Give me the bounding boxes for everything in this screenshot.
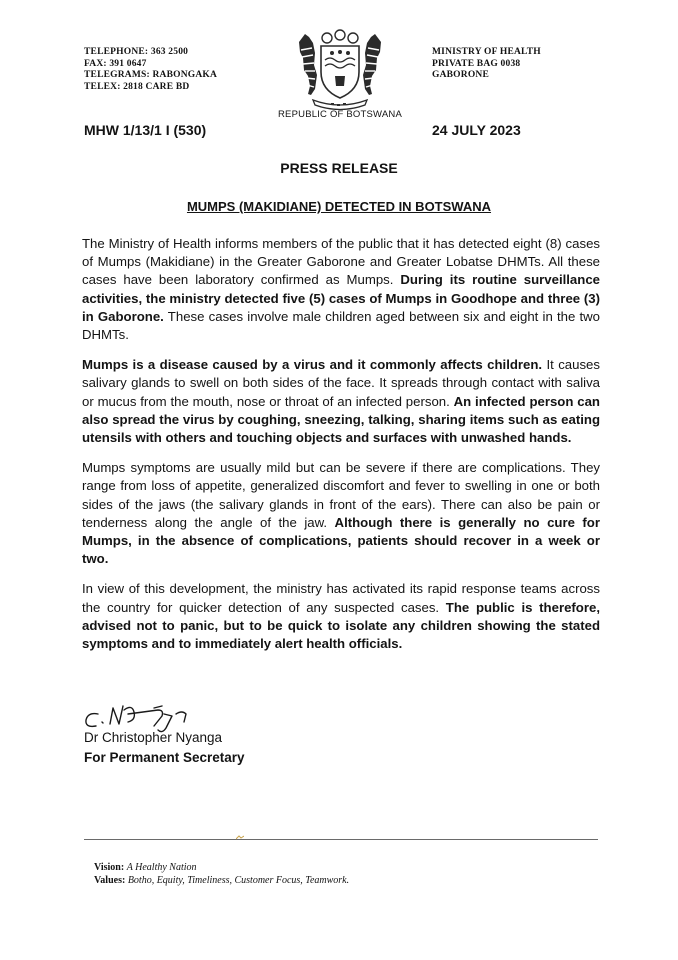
bold-text-segment: During its routine surveillance activities, the ministry detected five (5) cases of Mumps in Goodhope and three (3) in Gaborone. bbox=[82, 272, 600, 324]
address-line: MINISTRY OF HEALTH bbox=[432, 47, 541, 57]
text-segment: It causes salivary glands to swell on both sides of the face. It spreads through contact with saliva or mucus from the mouth, nose or throat of an infected person. bbox=[82, 357, 600, 409]
paragraph bbox=[82, 580, 600, 653]
release-date: 24 JULY 2023 bbox=[432, 122, 521, 138]
document-title: PRESS RELEASE bbox=[280, 160, 398, 176]
paragraph bbox=[82, 356, 600, 447]
contact-line: TELEX: 2818 CARE BD bbox=[84, 81, 190, 92]
bold-text-segment: Mumps is a disease caused by a virus and it commonly affects children. bbox=[82, 357, 543, 373]
contact-details bbox=[84, 47, 217, 93]
values-line bbox=[94, 874, 349, 887]
signatory-role: For Permanent Secretary bbox=[84, 750, 245, 765]
values-value: Botho, Equity, Timeliness, Customer Focus, Teamwork. bbox=[127, 875, 350, 886]
bold-text-segment: Although there is generally no cure for Mumps, in the absence of complications, patients should recover in a week or two. bbox=[82, 514, 600, 567]
address-line: GABORONE bbox=[432, 70, 490, 80]
values-label: Values: bbox=[94, 875, 126, 886]
footer bbox=[94, 861, 349, 887]
contact-line: FAX: 391 0647 bbox=[84, 58, 147, 69]
bold-text-segment: An infected person can also spread the virus by coughing, sneezing, talking, sharing items such as eating utensils with others and touching objects and surfaces with unwashed hands. bbox=[82, 393, 600, 446]
footer-divider bbox=[84, 839, 598, 840]
text-segment: The Ministry of Health informs members of the public that it has detected eight (8) cases of Mumps (Makidiane) in the Greater Gaborone and Greater Lobatse DHMTs. All these cases have been laboratory confirmed as Mumps. bbox=[82, 236, 600, 288]
contact-line: TELEPHONE: 363 2500 bbox=[84, 47, 189, 57]
bold-text-segment: The public is therefore, advised not to panic, but to be quick to isolate any children showing the stated symptoms and to immediately alert health officials. bbox=[82, 599, 600, 652]
emblem-caption: REPUBLIC OF BOTSWANA bbox=[278, 109, 402, 120]
botswana-coat-of-arms-icon bbox=[285, 28, 395, 110]
text-segment: In view of this development, the ministry has activated its rapid response teams across the country for quicker detection of any suspected cases. bbox=[82, 581, 600, 615]
paragraph bbox=[82, 235, 600, 344]
ministry-address bbox=[432, 47, 541, 82]
address-line: PRIVATE BAG 0038 bbox=[432, 58, 521, 69]
ink-mark-icon bbox=[236, 835, 244, 841]
vision-line bbox=[94, 861, 349, 874]
contact-line: TELEGRAMS: RABONGAKA bbox=[84, 70, 218, 80]
text-segment: Mumps symptoms are usually mild but can be severe if there are complications. They range from loss of appetite, generalized discomfort and fever to swelling in one or both sides of the jaws (the salivary glands in front of the ears). There can also be pain or tenderness along the angle of the jaw. bbox=[82, 460, 600, 530]
headline: MUMPS (MAKIDIANE) DETECTED IN BOTSWANA bbox=[186, 199, 492, 214]
vision-label: Vision: bbox=[94, 862, 125, 873]
reference-number: MHW 1/13/1 I (530) bbox=[84, 122, 207, 138]
signatory-name: Dr Christopher Nyanga bbox=[84, 730, 223, 745]
paragraph bbox=[82, 459, 600, 568]
text-segment: These cases involve male children aged between six and eight in the two DHMTs. bbox=[82, 308, 601, 343]
press-release-body bbox=[82, 235, 600, 665]
vision-value: A Healthy Nation bbox=[126, 862, 197, 873]
